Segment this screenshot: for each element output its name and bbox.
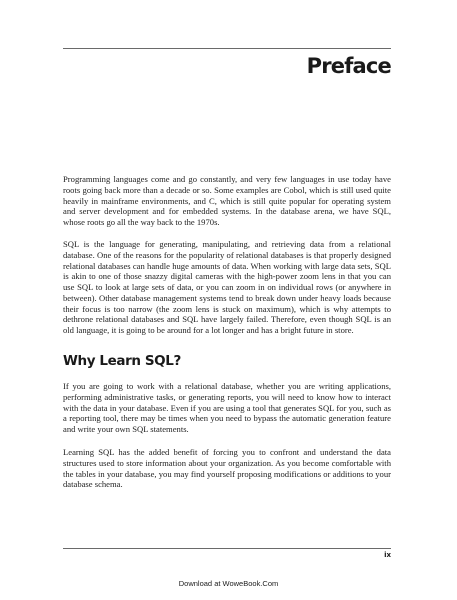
footer-rule [63,548,391,549]
section-paragraph-2: Learning SQL has the added benefit of forcing you to confront and understand the data structures used to store information about your organization. As you become comfortable with the tables in your database, you may find yourself proposing modifications or additions to your database schema. [63,447,391,490]
section-paragraph-1: If you are going to work with a relational database, whether you are writing applications, performing administrative tasks, or generating reports, you will need to know how to interact with the data in your database. Even if you are using a tool that generates SQL for you, such as a reporting tool, there may be times when you need to bypass the automatic generation feature and write your own SQL statements. [63,381,391,434]
page-number: ix [384,551,391,559]
chapter-title: Preface [306,54,391,78]
intro-paragraph-2: SQL is the language for generating, manipulating, and retrieving data from a relational database. One of the reasons for the popularity of relational databases is that properly designed relational databases can handle huge amounts of data. When working with large data sets, SQL is akin to one of those snazzy digital cameras with the high-power zoom lens in that you can use SQL to look at large sets of data, or you can zoom in on individual rows (or anywhere in between). Other database management systems tend to break down under heavy loads because their focus is too narrow (the zoom lens is stuck on maximum), which is why attempts to dethrone relational databases and SQL have largely failed. Therefore, even though SQL is an old language, it is going to be around for a lot longer and has a bright future in store. [63,239,391,335]
header-rule [63,48,391,49]
section-heading: Why Learn SQL? [63,353,181,369]
download-note: Download at WoweBook.Com [178,579,279,588]
intro-paragraph-1: Programming languages come and go constantly, and very few languages in use today have roots going back more than a decade or so. Some examples are Cobol, which is still used quite heavily in mainframe environments, and C, which is still quite popular for operating system and server development and for embedded systems. In the database arena, we have SQL, whose roots go all the way back to the 1970s. [63,174,391,227]
